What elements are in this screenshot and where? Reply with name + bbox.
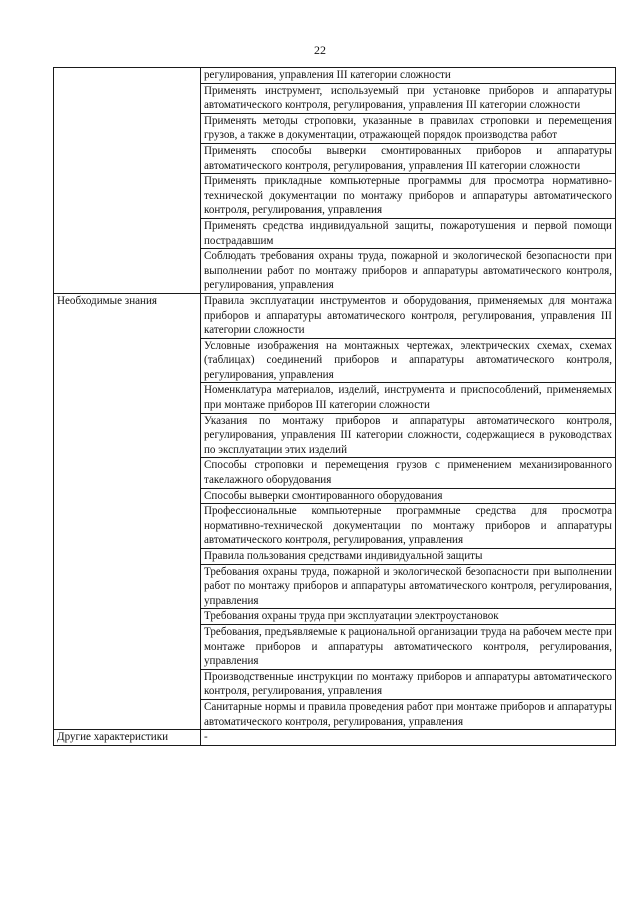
skill-row-text: Соблюдать требования охраны труда, пожарной и экологической безопасности при выполнении работ по монтажу приборов и аппаратуры автоматического контроля, регулирования, управления — [201, 249, 616, 294]
knowledge-row-text: Требования охраны труда, пожарной и экологической безопасности при выполнении работ по монтажу приборов и аппаратуры автоматического контроля, регулирования, управления — [201, 564, 616, 609]
knowledge-row-text: Санитарные нормы и правила проведения работ при монтаже приборов и аппаратуры автоматического контроля, регулирования, управления — [201, 699, 616, 729]
knowledge-row-text: Способы строповки и перемещения грузов с применением механизированного такелажного оборудования — [201, 458, 616, 488]
skill-row-text: Применять способы выверки смонтированных приборов и аппаратуры автоматического контроля, регулирования, управления III категории сложности — [201, 143, 616, 173]
table-row — [54, 293, 616, 338]
knowledge-label: Необходимые знания — [54, 293, 201, 729]
table-row — [54, 730, 616, 746]
knowledge-row-text: Производственные инструкции по монтажу приборов и аппаратуры автоматического контроля, регулирования, управления — [201, 669, 616, 699]
skill-row-text: регулирования, управления III категории сложности — [201, 68, 616, 84]
knowledge-row-text: Правила пользования средствами индивидуальной защиты — [201, 549, 616, 565]
skill-row-text: Применять методы строповки, указанные в правилах строповки и перемещения грузов, а также в документации, отражающей порядок производства работ — [201, 113, 616, 143]
knowledge-row-text: Требования, предъявляемые к рациональной организации труда на рабочем месте при монтаже приборов и аппаратуры автоматического контроля, регулирования, управления — [201, 624, 616, 669]
table-row — [54, 68, 616, 84]
knowledge-row-text: Профессиональные компьютерные программные средства для просмотра нормативно-технической документации по монтажу приборов и аппаратуры автоматического контроля, регулирования, управления — [201, 504, 616, 549]
knowledge-row-text: Номенклатура материалов, изделий, инструмента и приспособлений, применяемых при монтаже приборов III категории сложности — [201, 383, 616, 413]
knowledge-row-text: Способы выверки смонтированного оборудования — [201, 488, 616, 504]
knowledge-row-text: Указания по монтажу приборов и аппаратуры автоматического контроля, регулирования, управления III категории сложности, содержащиеся в руководствах по эксплуатации этих изделий — [201, 413, 616, 458]
qualification-table — [53, 67, 616, 746]
knowledge-row-text: Правила эксплуатации инструментов и оборудования, применяемых для монтажа приборов и аппаратуры автоматического контроля, регулирования, управления III категории сложности — [201, 293, 616, 338]
other-characteristics-label: Другие характеристики — [54, 730, 201, 746]
skills-label-cell — [54, 68, 201, 294]
skill-row-text: Применять средства индивидуальной защиты, пожаротушения и первой помощи пострадавшим — [201, 218, 616, 248]
skill-row-text: Применять инструмент, используемый при установке приборов и аппаратуры автоматического контроля, регулирования, управления III категории сложности — [201, 83, 616, 113]
knowledge-row-text: Условные изображения на монтажных чертежах, электрических схемах, схемах (таблицах) соединений приборов и аппаратуры автоматического контроля, регулирования, управления — [201, 338, 616, 383]
other-characteristics-value: - — [201, 730, 616, 746]
knowledge-row-text: Требования охраны труда при эксплуатации электроустановок — [201, 609, 616, 625]
page-number: 22 — [314, 43, 326, 57]
skill-row-text: Применять прикладные компьютерные программы для просмотра нормативно-технической документации по монтажу приборов и аппаратуры автоматического контроля, регулирования, управления — [201, 174, 616, 219]
